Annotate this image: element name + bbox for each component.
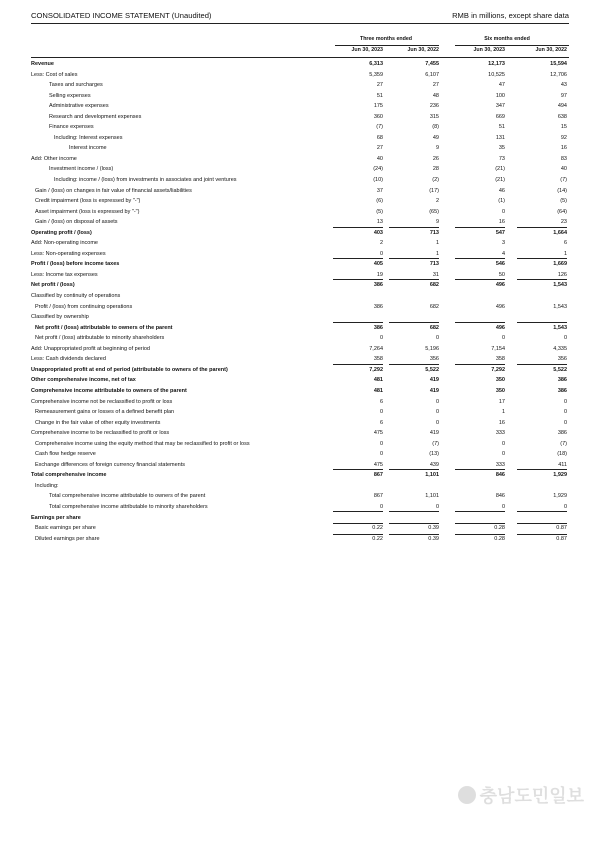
row-value: 5,359 [369,71,383,78]
row-value: 0 [379,440,383,447]
row-value: 358 [333,354,383,365]
row-label: Cash flow hedge reserve [35,451,96,458]
row-label: Add: Other income [31,155,77,162]
column-header: Jun 30, 2023 [351,47,383,53]
table-row [31,122,569,133]
row-value: 475 [333,460,383,471]
row-value: 1 [435,240,439,247]
row-label: Credit impairment (loss is expressed by "-") [35,198,141,205]
table-row [31,217,569,228]
row-label: Operating profit / (loss) [31,229,92,236]
table-row [31,407,569,418]
row-value: 7,455 [425,61,439,67]
row-value: 100 [495,92,505,99]
row-value: 5,522 [553,366,567,373]
table-row [31,312,569,323]
row-value: 28 [432,166,439,173]
row-value: 315 [429,113,439,120]
row-value: 2 [379,240,383,247]
table-row [31,470,569,481]
row-value: 1,929 [553,472,567,479]
row-value: 0 [379,409,383,416]
row-value: 419 [429,430,439,437]
row-value: 9 [435,145,439,152]
row-value: 350 [495,377,505,384]
row-value: 546 [495,261,505,268]
row-value [389,312,439,323]
table-row [31,186,569,197]
row-label: Add: Unappropriated profit at beginning of period [31,345,150,352]
row-value: 419 [429,387,439,394]
row-value: 356 [389,354,439,365]
table-row [31,365,569,376]
row-value: 31 [389,270,439,281]
row-value: 0 [333,249,383,260]
row-value: 13 [333,217,383,228]
row-value: (1) [498,198,505,205]
row-value: 386 [373,303,383,310]
table-row [31,481,569,492]
row-label: Including: [35,482,59,489]
row-label: Comprehensive income not be reclassified to profit or loss [31,398,173,405]
header-rule [31,57,569,58]
table-row [31,375,569,386]
row-value: 27 [376,82,383,89]
row-value: 0 [501,451,505,458]
row-value: 333 [495,430,505,437]
table-row [31,164,569,175]
row-value: 0 [517,502,567,513]
row-value: 5,522 [425,366,439,373]
table-row [31,439,569,450]
row-value: 50 [455,270,505,281]
table-row [31,196,569,207]
row-value: 40 [560,166,567,173]
row-value: 386 [557,387,567,394]
row-value: 0.39 [389,523,439,534]
table-row [31,418,569,429]
row-label: Diluted earnings per share [35,535,100,542]
row-value: 4,335 [553,345,567,352]
row-label: Less: Income tax expenses [31,271,98,278]
table-row [31,101,569,112]
row-value: 0 [501,208,505,215]
row-value: (24) [373,166,383,173]
row-value: 26 [432,155,439,162]
row-value: 0.87 [517,534,567,545]
column-header: Jun 30, 2022 [535,47,567,53]
row-value: 27 [432,82,439,89]
row-value: 0 [563,398,567,405]
row-value: 19 [333,270,383,281]
row-value: 682 [429,303,439,310]
row-value: 1,101 [425,493,439,500]
row-value: (18) [557,451,567,458]
row-label: Remeasurement gains or losses of a defined benefit plan [35,409,175,416]
table-row [31,70,569,81]
row-value: (14) [557,187,567,194]
row-value: 0 [563,409,567,416]
row-label: Interest income [69,145,107,152]
row-value: 0 [455,502,505,513]
table-row [31,175,569,186]
table-row [31,323,569,334]
row-value: 1 [501,409,505,416]
row-label: Revenue [31,61,54,67]
row-value: (5) [560,198,567,205]
income-statement-table [31,59,569,544]
row-label: Taxes and surcharges [49,82,103,89]
row-value: 481 [373,377,383,384]
row-value: 7,292 [369,366,383,373]
row-value: 12,173 [488,61,505,67]
row-value: 0 [435,335,439,342]
table-row [31,91,569,102]
row-label: Exchange differences of foreign currency financial statements [35,461,186,468]
row-value: 0.39 [389,534,439,545]
row-label: Gain / (loss) on changes in fair value of financial assets/liabilities [35,187,192,194]
group-rule [335,45,439,46]
table-row [31,428,569,439]
row-value: 4 [455,249,505,260]
row-value: 356 [517,354,567,365]
row-label: Including: Interest expenses [54,134,123,141]
row-value: 12,706 [550,71,567,78]
row-value: 6,107 [425,71,439,78]
row-label: Including: income / (loss) from investments in associates and joint ventures [54,177,237,184]
row-value: (21) [495,166,505,173]
row-label: Profit / (loss) before income taxes [31,261,120,268]
row-value: 0 [563,335,567,342]
row-value: (2) [432,177,439,184]
row-value: 46 [498,187,505,194]
row-value: (7) [560,177,567,184]
row-value: 547 [495,229,505,236]
row-label: Asset impairment (loss is expressed by "-") [35,208,140,215]
row-value: 43 [560,82,567,89]
row-value: 0 [389,502,439,513]
table-row [31,449,569,460]
row-value: 0.87 [517,523,567,534]
row-label: Selling expenses [49,92,91,99]
row-value: 1,543 [553,282,567,289]
row-value: 682 [429,324,439,331]
row-value: 2 [435,198,439,205]
row-value: (8) [432,124,439,131]
row-value: 7,264 [369,345,383,352]
table-row [31,133,569,144]
row-value [517,312,567,323]
row-value: 1,669 [553,261,567,268]
table-row [31,59,569,70]
row-value: 7,292 [491,366,505,373]
row-value: 867 [373,472,383,479]
row-value: (65) [429,208,439,215]
table-row [31,333,569,344]
row-value: 40 [376,155,383,162]
row-value: 494 [557,103,567,110]
watermark [458,782,584,808]
row-value: 1,101 [425,472,439,479]
page-header [31,9,569,24]
row-value: 1 [389,249,439,260]
row-value: 350 [495,387,505,394]
row-value: 16 [498,419,505,426]
row-value: (7) [560,440,567,447]
row-value: 713 [429,261,439,268]
row-label: Net profit / (loss) attributable to minority shareholders [35,335,165,342]
row-value: 0 [379,335,383,342]
row-label: Investment income / (loss) [49,166,114,173]
row-value: 347 [495,103,505,110]
row-value: 126 [517,270,567,281]
row-value: 475 [373,430,383,437]
column-header: Jun 30, 2023 [473,47,505,53]
row-value: 10,525 [488,71,505,78]
row-label: Total comprehensive income attributable to minority shareholders [49,503,208,510]
row-value [333,312,383,323]
row-value: 682 [429,282,439,289]
group-six-months: Six months ended [484,36,530,42]
row-value: 51 [498,124,505,131]
row-value: 0 [501,335,505,342]
row-value: 0 [501,440,505,447]
row-value: 638 [557,113,567,120]
row-value: 358 [455,354,505,365]
row-value: 846 [495,472,505,479]
table-row [31,207,569,218]
row-value: 403 [373,229,383,236]
row-value: 0.28 [455,523,505,534]
row-value [455,312,505,323]
row-value: (7) [432,440,439,447]
row-label: Less: Cash dividends declared [31,356,106,363]
table-row [31,259,569,270]
row-value: 175 [373,103,383,110]
row-value: 846 [495,493,505,500]
row-value: 481 [373,387,383,394]
row-label: Basic earnings per share [35,525,96,532]
row-value: 496 [495,282,505,289]
row-value: 0.22 [333,523,383,534]
table-row [31,112,569,123]
table-row [31,238,569,249]
row-value: (6) [376,198,383,205]
row-value: 386 [373,282,383,289]
row-label: Classified by ownership [31,314,89,321]
table-row [31,228,569,239]
row-label: Administrative expenses [49,103,109,110]
row-value: 37 [376,187,383,194]
row-label: Comprehensive income to be reclassified to profit or loss [31,430,170,437]
row-value: 17 [498,398,505,405]
row-value: 0 [333,502,383,513]
row-value: 236 [429,103,439,110]
row-value: (64) [557,208,567,215]
row-label: Total comprehensive income attributable to owners of the parent [49,493,206,500]
group-three-months: Three months ended [359,36,413,42]
row-value: 0 [379,451,383,458]
row-value: 411 [517,460,567,471]
row-value: 15,594 [550,61,567,67]
table-row [31,502,569,513]
row-label: Net profit / (loss) [31,282,75,289]
row-value: 496 [495,303,505,310]
row-value: 669 [495,113,505,120]
table-row [31,280,569,291]
row-value: 6 [379,398,383,405]
row-value: 83 [560,155,567,162]
row-value: (7) [376,124,383,131]
row-label: Total comprehensive income [31,472,107,479]
row-label: Comprehensive income attributable to owners of the parent [31,387,187,394]
table-row [31,154,569,165]
table-row [31,249,569,260]
row-value: 360 [373,113,383,120]
table-row [31,534,569,545]
row-value: 867 [373,493,383,500]
currency-unit-note: RMB in millions, except share data [452,11,569,20]
row-value: 3 [501,240,505,247]
row-value: 131 [495,134,505,141]
row-label: Comprehensive income using the equity method that may be reclassified to profit or loss [35,440,250,447]
table-row [31,386,569,397]
row-value: 9 [389,217,439,228]
row-value: 1,543 [553,303,567,310]
row-value: 6,313 [369,61,383,67]
row-label: Other comprehensive income, net of tax [31,377,136,384]
row-value: 496 [495,324,505,331]
row-label: Unappropriated profit at end of period (attributable to owners of the parent) [31,366,228,373]
row-value: 0 [435,409,439,416]
table-row [31,270,569,281]
row-value: 7,154 [491,345,505,352]
row-value: 23 [517,217,567,228]
row-value: 16 [560,145,567,152]
row-value: 0.28 [455,534,505,545]
table-row [31,80,569,91]
row-value: 68 [376,134,383,141]
table-row [31,302,569,313]
row-value: (13) [429,451,439,458]
row-label: Research and development expenses [49,113,142,120]
watermark-logo-icon [458,786,476,804]
table-row [31,354,569,365]
table-row [31,143,569,154]
row-value: (5) [376,208,383,215]
statement-title: CONSOLIDATED INCOME STATEMENT (Unaudited) [31,11,212,20]
row-value: 1,929 [553,493,567,500]
row-value: 73 [498,155,505,162]
row-label: Less: Cost of sales [31,71,78,78]
row-value: 49 [432,134,439,141]
row-label: Earnings per share [31,514,81,521]
row-value: 6 [379,419,383,426]
row-value: 97 [560,92,567,99]
row-value: (10) [373,177,383,184]
table-row [31,344,569,355]
row-value: (21) [495,177,505,184]
row-label: Profit / (loss) from continuing operations [35,303,133,310]
table-row [31,513,569,524]
table-row [31,460,569,471]
row-label: Net profit / (loss) attributable to owners of the parent [35,324,173,331]
row-value: 0 [563,419,567,426]
row-value: 92 [560,134,567,141]
row-value: 51 [376,92,383,99]
row-value: 405 [373,261,383,268]
row-value: 386 [557,377,567,384]
table-row [31,291,569,302]
row-label: Add: Non-operating income [31,240,98,247]
row-value: 713 [429,229,439,236]
row-value: 1,664 [553,229,567,236]
row-label: Classified by continuity of operations [31,293,121,300]
row-value: 27 [376,145,383,152]
row-value: 0 [435,398,439,405]
row-value: 386 [557,430,567,437]
row-value: 439 [389,460,439,471]
watermark-text: 충남도민일보 [479,786,584,806]
row-value: 0 [435,419,439,426]
row-value: 1 [517,249,567,260]
table-row [31,491,569,502]
row-label: Finance expenses [49,124,94,131]
row-label: Gain / (loss) on disposal of assets [35,219,118,226]
row-value: 333 [455,460,505,471]
row-value: 47 [498,82,505,89]
row-value: 386 [373,324,383,331]
row-value: 1,543 [553,324,567,331]
table-row [31,523,569,534]
column-header: Jun 30, 2022 [407,47,439,53]
table-row [31,397,569,408]
row-value: 15 [560,124,567,131]
row-value: 16 [455,217,505,228]
row-value: 48 [432,92,439,99]
row-label: Change in the fair value of other equity investments [35,419,161,426]
row-label: Less: Non-operating expenses [31,250,106,257]
row-value: 35 [498,145,505,152]
row-value: 6 [563,240,567,247]
row-value: 0.22 [333,534,383,545]
group-rule [455,45,569,46]
row-value: 419 [429,377,439,384]
row-value: 5,196 [425,345,439,352]
row-value: (17) [429,187,439,194]
